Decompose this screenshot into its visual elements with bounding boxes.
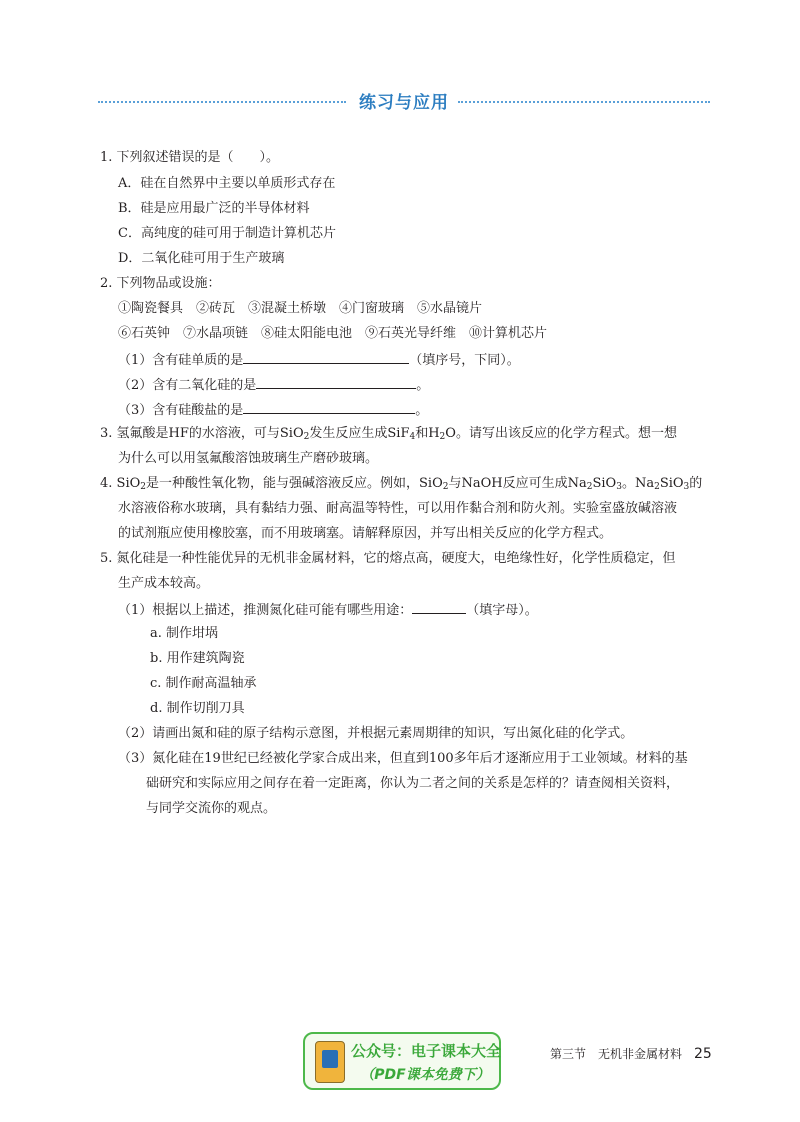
subscript: 4 bbox=[409, 432, 416, 442]
q2-items-row2: ⑥石英钟 ⑦水晶项链 ⑧硅太阳能电池 ⑨石英光导纤维 ⑩计算机芯片 bbox=[118, 326, 548, 341]
q4-line3: 的试剂瓶应使用橡胶塞，而不用玻璃塞。请解释原因，并写出相关反应的化学方程式。 bbox=[118, 526, 613, 541]
q3-text-part: 发生反应生成SiF bbox=[309, 426, 410, 441]
q2-sub2-end: 。 bbox=[416, 378, 430, 393]
q5-sub1 bbox=[118, 599, 538, 621]
q2-sub1-note: （填序号，下同）。 bbox=[409, 353, 520, 368]
q2-sub3 bbox=[118, 399, 428, 421]
q5-line2: 生产成本较高。 bbox=[118, 576, 210, 591]
q2-sub1-prompt: （1）含有硅单质的是 bbox=[118, 353, 244, 368]
subscript: 3 bbox=[616, 482, 622, 492]
q1-option-b: B．硅是应用最广泛的半导体材料 bbox=[118, 201, 310, 216]
q5-sub1-note: （填字母）。 bbox=[466, 603, 538, 618]
book-icon bbox=[315, 1041, 345, 1083]
q4-text-part: SiO bbox=[592, 476, 617, 491]
q5-sub3-line1: （3）氮化硅在19世纪已经被化学家合成出来，但直到100多年后才逐渐应用于工业领域。材料的基 bbox=[118, 751, 688, 766]
q4-text-part: 的 bbox=[689, 476, 703, 491]
q1-option-a: A．硅在自然界中主要以单质形式存在 bbox=[118, 176, 336, 191]
q4-text-part: 与NaOH反应可生成Na bbox=[448, 476, 587, 491]
subscript: 2 bbox=[140, 482, 147, 492]
subscript: 2 bbox=[442, 482, 449, 492]
subscript: 2 bbox=[586, 482, 593, 492]
q2-items-row1: ①陶瓷餐具 ②砖瓦 ③混凝土桥墩 ④门窗玻璃 ⑤水晶镜片 bbox=[118, 301, 483, 316]
subscript: 2 bbox=[439, 432, 446, 442]
q2-sub3-prompt: （3）含有硅酸盐的是 bbox=[118, 403, 244, 418]
page-footer bbox=[550, 1044, 712, 1064]
q4-number: 4. bbox=[100, 476, 113, 491]
q3-number: 3. bbox=[100, 426, 113, 441]
q3-text-part: O。请写出该反应的化学方程式。想一想 bbox=[445, 426, 677, 441]
q2-sub3-end: 。 bbox=[415, 403, 429, 418]
q3-line1 bbox=[100, 424, 677, 444]
q5-choice-b: b. 用作建筑陶瓷 bbox=[150, 651, 245, 666]
q2-stem: 2. 下列物品或设施： bbox=[100, 276, 221, 291]
q5-sub3-line2: 础研究和实际应用之间存在着一定距离，你认为二者之间的关系是怎样的？请查阅相关资料， bbox=[146, 776, 680, 791]
q4-text-part: SiO bbox=[659, 476, 684, 491]
q5-sub1-prompt: （1）根据以上描述，推测氮化硅可能有哪些用途： bbox=[118, 603, 413, 618]
q5-choice-d: d. 制作切削刀具 bbox=[150, 701, 245, 716]
q3-text-part: 氢氟酸是HF的水溶液，可与SiO bbox=[116, 426, 304, 441]
q3-line2: 为什么可以用氢氟酸溶蚀玻璃生产磨砂玻璃。 bbox=[118, 451, 379, 466]
q5-line1: 5. 氮化硅是一种性能优异的无机非金属材料，它的熔点高，硬度大，电绝缘性好，化学性质稳定，但 bbox=[100, 551, 676, 566]
q4-line1 bbox=[100, 474, 702, 494]
q2-sub2-prompt: （2）含有二氧化硅的是 bbox=[118, 378, 257, 393]
q2-sub1 bbox=[118, 349, 520, 371]
q2-sub3-blank[interactable] bbox=[243, 399, 415, 414]
watermark-line1: 公众号：电子课本大全 bbox=[351, 1042, 502, 1060]
footer-section-title: 第三节 无机非金属材料 bbox=[550, 1047, 683, 1061]
q2-sub1-blank[interactable] bbox=[243, 349, 409, 364]
q1-option-d: D．二氧化硅可用于生产玻璃 bbox=[118, 251, 285, 266]
watermark-line2: （PDF课本免费下） bbox=[360, 1067, 490, 1083]
q5-sub3-line3: 与同学交流你的观点。 bbox=[146, 801, 277, 816]
q1-stem: 1. 下列叙述错误的是（ ）。 bbox=[100, 150, 280, 165]
header-dotted-rule-right bbox=[458, 101, 710, 103]
q5-sub2: （2）请画出氮和硅的原子结构示意图，并根据元素周期律的知识，写出氮化硅的化学式。 bbox=[118, 726, 634, 741]
q2-sub2 bbox=[118, 374, 429, 396]
subscript: 3 bbox=[683, 482, 690, 492]
q4-line2: 水溶液俗称水玻璃，具有黏结力强、耐高温等特性，可以用作黏合剂和防火剂。实验室盛放碱溶液 bbox=[118, 501, 678, 516]
q4-text-part: SiO bbox=[116, 476, 141, 491]
q2-sub2-blank[interactable] bbox=[256, 374, 416, 389]
page-number: 25 bbox=[694, 1046, 712, 1062]
q3-text-part: 和H bbox=[415, 426, 440, 441]
q5-sub1-blank[interactable] bbox=[412, 599, 466, 614]
header-dotted-rule-left bbox=[98, 101, 346, 103]
subscript: 2 bbox=[654, 482, 660, 492]
section-header bbox=[98, 88, 710, 116]
subscript: 2 bbox=[303, 432, 310, 442]
q4-text-part: 是一种酸性氧化物，能与强碱溶液反应。例如，SiO bbox=[146, 476, 443, 491]
q4-text-part: 。Na bbox=[621, 476, 655, 491]
header-title: 练习与应用 bbox=[359, 93, 449, 113]
q5-choice-a: a. 制作坩埚 bbox=[150, 626, 219, 641]
watermark-badge bbox=[303, 1032, 501, 1090]
q1-option-c: C．高纯度的硅可用于制造计算机芯片 bbox=[118, 226, 336, 241]
q5-choice-c: c. 制作耐高温轴承 bbox=[150, 676, 257, 691]
